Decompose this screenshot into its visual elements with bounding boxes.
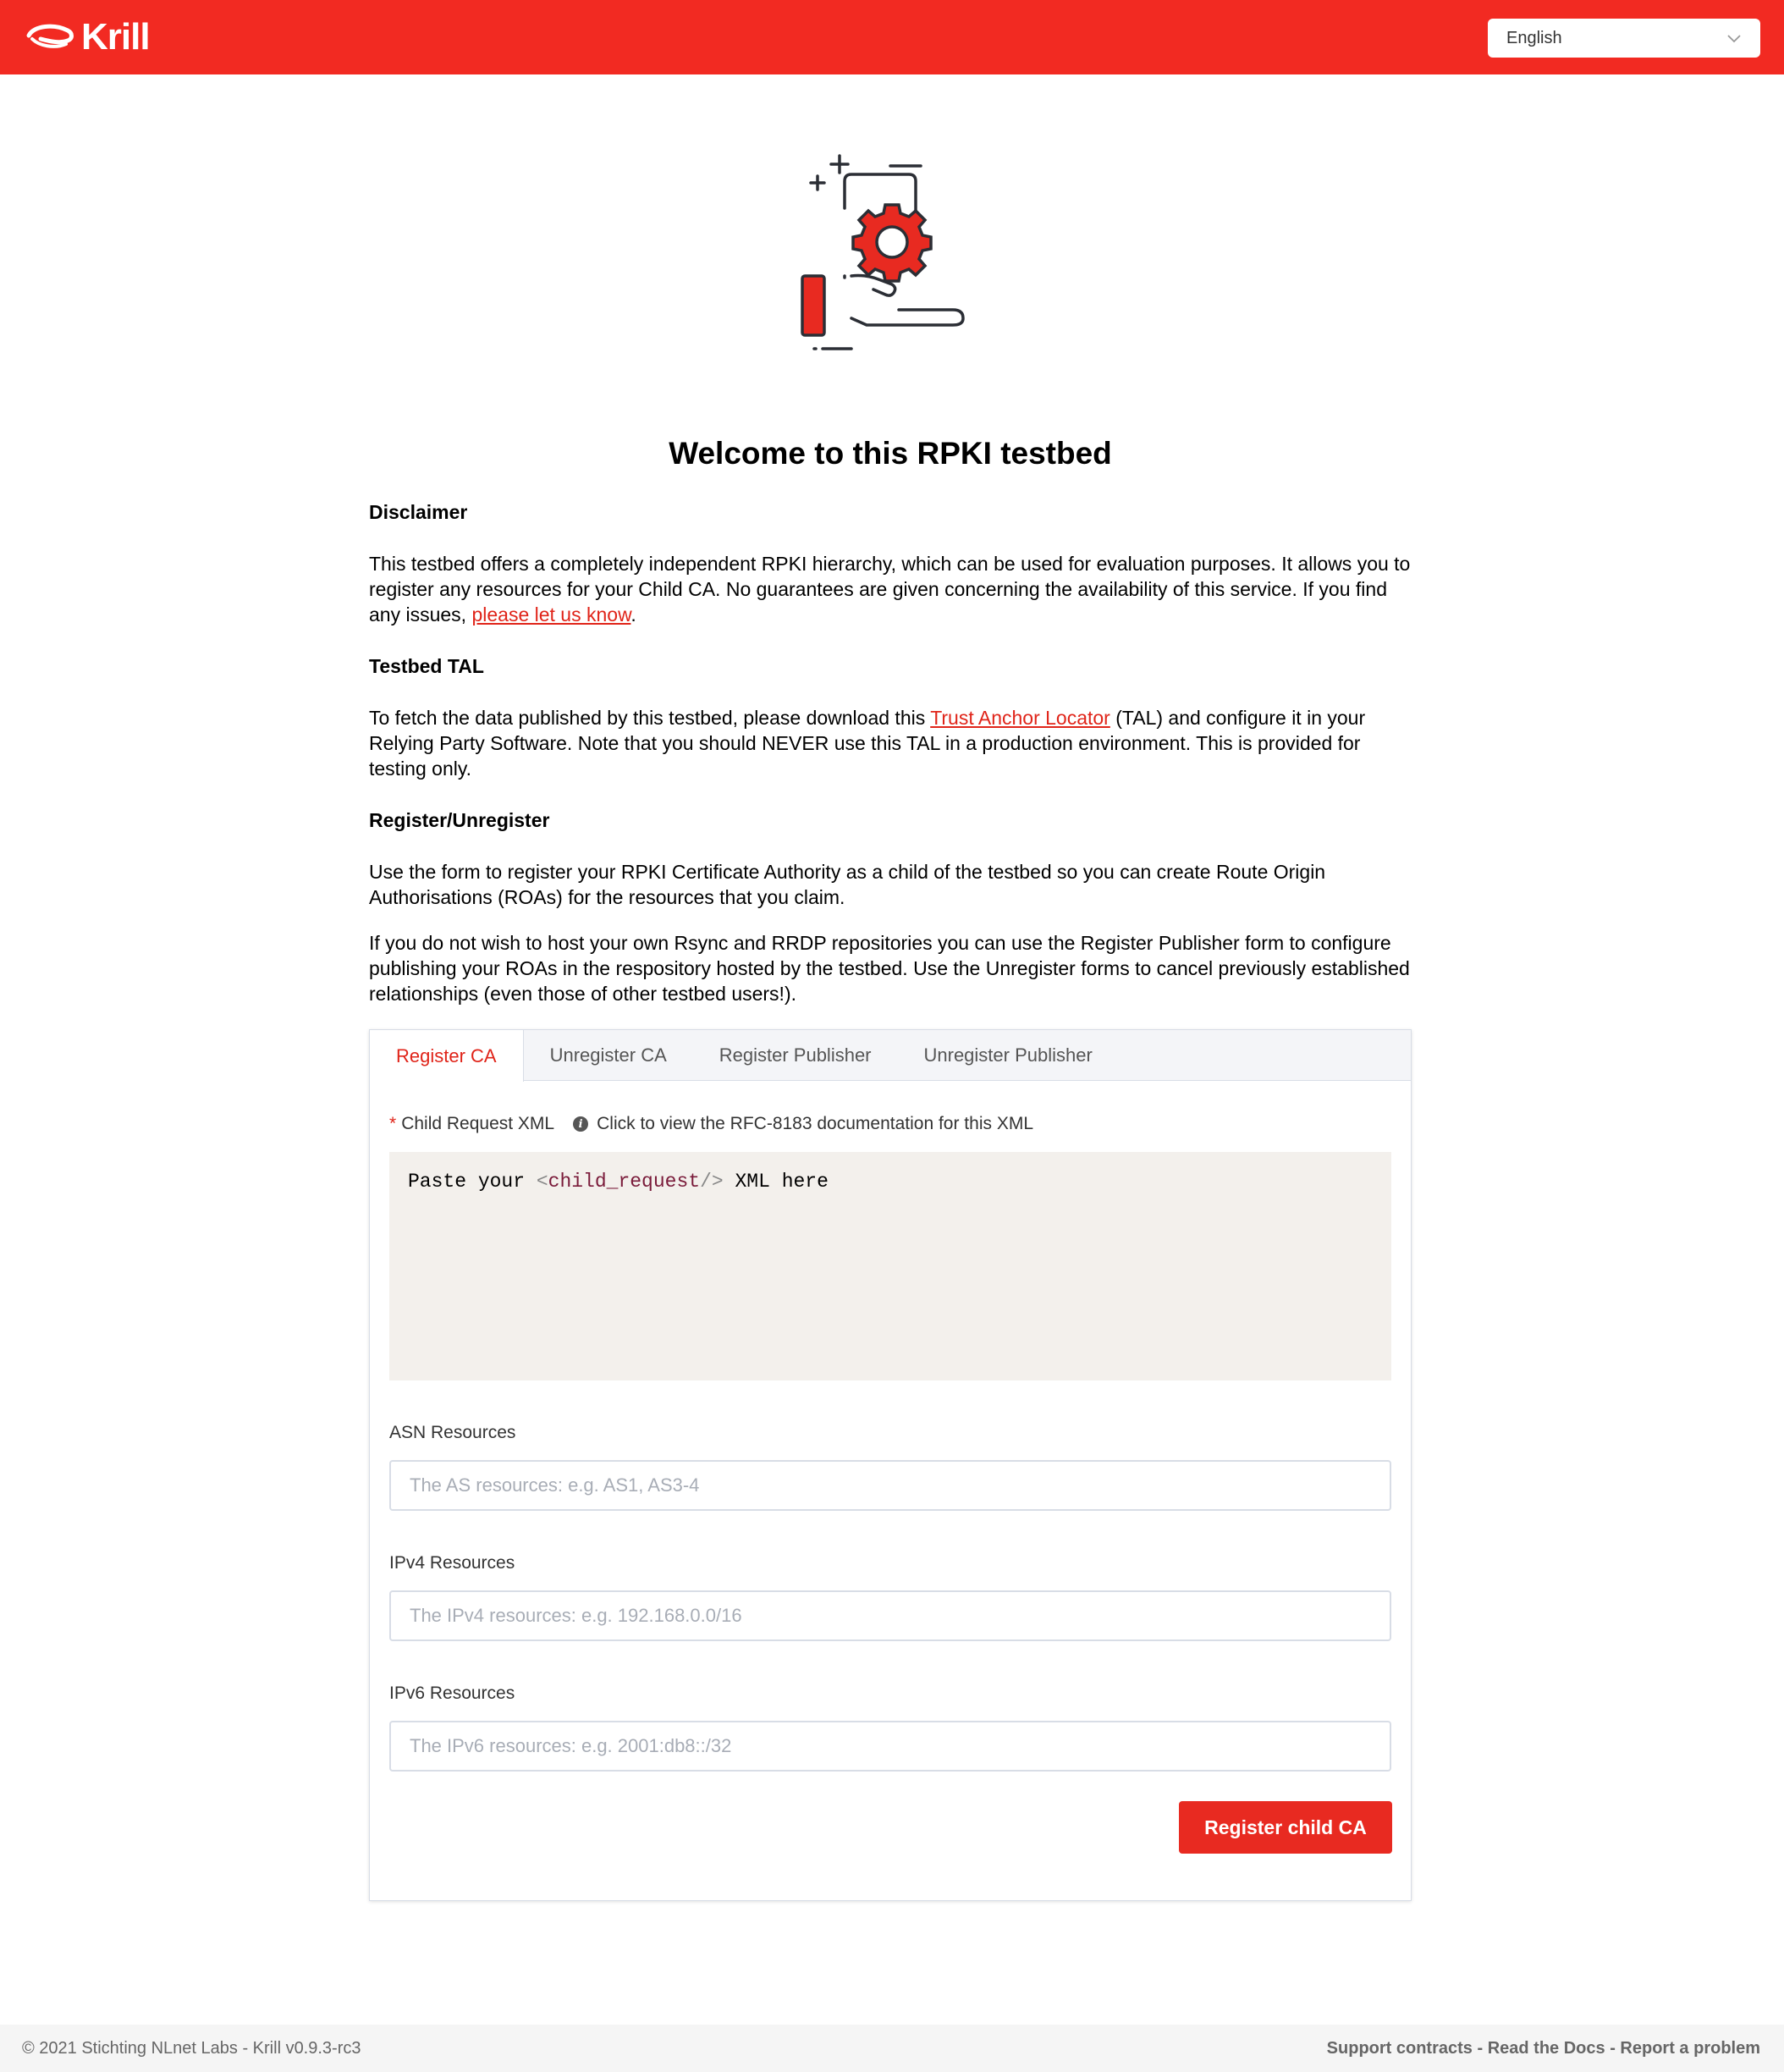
xml-label: Child Request XML xyxy=(401,1114,555,1133)
hand-gear-illustration xyxy=(797,149,987,361)
child-request-xml-editor[interactable] xyxy=(389,1152,1391,1380)
xml-placeholder-post: XML here xyxy=(723,1171,829,1193)
tal-download-link[interactable]: Trust Anchor Locator xyxy=(930,707,1110,729)
register-text-1: Use the form to register your RPKI Certificate Authority as a child of the testbed so you can create Route Origin Authorisations (ROAs) for the resources that you claim. xyxy=(369,861,1326,908)
language-value: English xyxy=(1506,28,1562,47)
page-title: Welcome to this RPKI testbed xyxy=(669,436,1112,471)
ipv4-label: IPv4 Resources xyxy=(389,1553,515,1573)
language-select[interactable] xyxy=(1488,19,1760,58)
xml-placeholder-pre: Paste your xyxy=(408,1171,537,1193)
chevron-down-icon xyxy=(1726,33,1742,43)
register-heading: Register/Unregister xyxy=(369,809,550,831)
tab-register-publisher[interactable]: Register Publisher xyxy=(719,1044,872,1066)
tal-text: To fetch the data published by this testbed, please download this Trust Anchor Locator (TAL) and configure it in your Relying Party Software. Note that you should NEVER use this TAL in a production environment. This is provided for testing only. xyxy=(369,707,1366,780)
support-contracts-link[interactable]: Support contracts xyxy=(1326,2038,1473,2058)
xml-tag-name: child_request xyxy=(548,1171,701,1193)
ipv6-input[interactable] xyxy=(389,1721,1391,1772)
shrimp-icon xyxy=(25,20,76,54)
asn-input[interactable] xyxy=(389,1460,1391,1511)
footer-links: Support contracts - Read the Docs - Report a problem xyxy=(1326,2038,1760,2058)
info-icon[interactable]: i xyxy=(573,1116,588,1132)
footer xyxy=(0,2025,1784,2072)
xml-tag-open: < xyxy=(536,1171,548,1193)
rfc-doc-link[interactable]: Click to view the RFC-8183 documentation for this XML xyxy=(597,1114,1033,1133)
xml-tag-close: /> xyxy=(700,1171,724,1193)
asn-label: ASN Resources xyxy=(389,1423,516,1442)
tal-heading: Testbed TAL xyxy=(369,655,484,677)
read-the-docs-link[interactable]: Read the Docs xyxy=(1487,2038,1605,2058)
copyright: © 2021 Stichting NLnet Labs - Krill v0.9.3-rc3 xyxy=(22,2038,361,2058)
tab-unregister-publisher[interactable]: Unregister Publisher xyxy=(923,1044,1093,1066)
ipv4-input[interactable] xyxy=(389,1590,1391,1641)
ipv6-label: IPv6 Resources xyxy=(389,1684,515,1703)
required-marker: * xyxy=(389,1114,397,1133)
xml-label-row xyxy=(389,1111,1391,1137)
report-problem-link[interactable]: Report a problem xyxy=(1620,2038,1760,2058)
contact-link[interactable]: please let us know xyxy=(471,603,631,625)
brand-name: Krill xyxy=(81,16,150,58)
tab-unregister-ca[interactable]: Unregister CA xyxy=(549,1044,667,1066)
tab-bar xyxy=(370,1030,1411,1081)
disclaimer-text: This testbed offers a completely independent RPKI hierarchy, which can be used for evaluation purposes. It allows you to register any resources for your Child CA. No guarantees are given concerning the availability of this service. If you find any issues, please let us know. xyxy=(369,553,1411,625)
register-child-ca-button[interactable]: Register child CA xyxy=(1179,1801,1392,1854)
register-ca-form xyxy=(370,1111,1411,1772)
disclaimer-heading: Disclaimer xyxy=(369,501,468,523)
tab-register-ca[interactable]: Register CA xyxy=(370,1030,524,1082)
intro-section xyxy=(369,432,1412,1006)
register-text-2: If you do not wish to host your own Rsync and RRDP repositories you can use the Register Publisher form to configure publishing your ROAs in the respository hosted by the testbed. Use the Unregister forms to cancel previously established relationships (even those of other testbed users!). xyxy=(369,932,1410,1005)
registration-card xyxy=(369,1029,1412,1901)
krill-logo[interactable] xyxy=(25,15,150,59)
top-bar xyxy=(0,0,1784,74)
